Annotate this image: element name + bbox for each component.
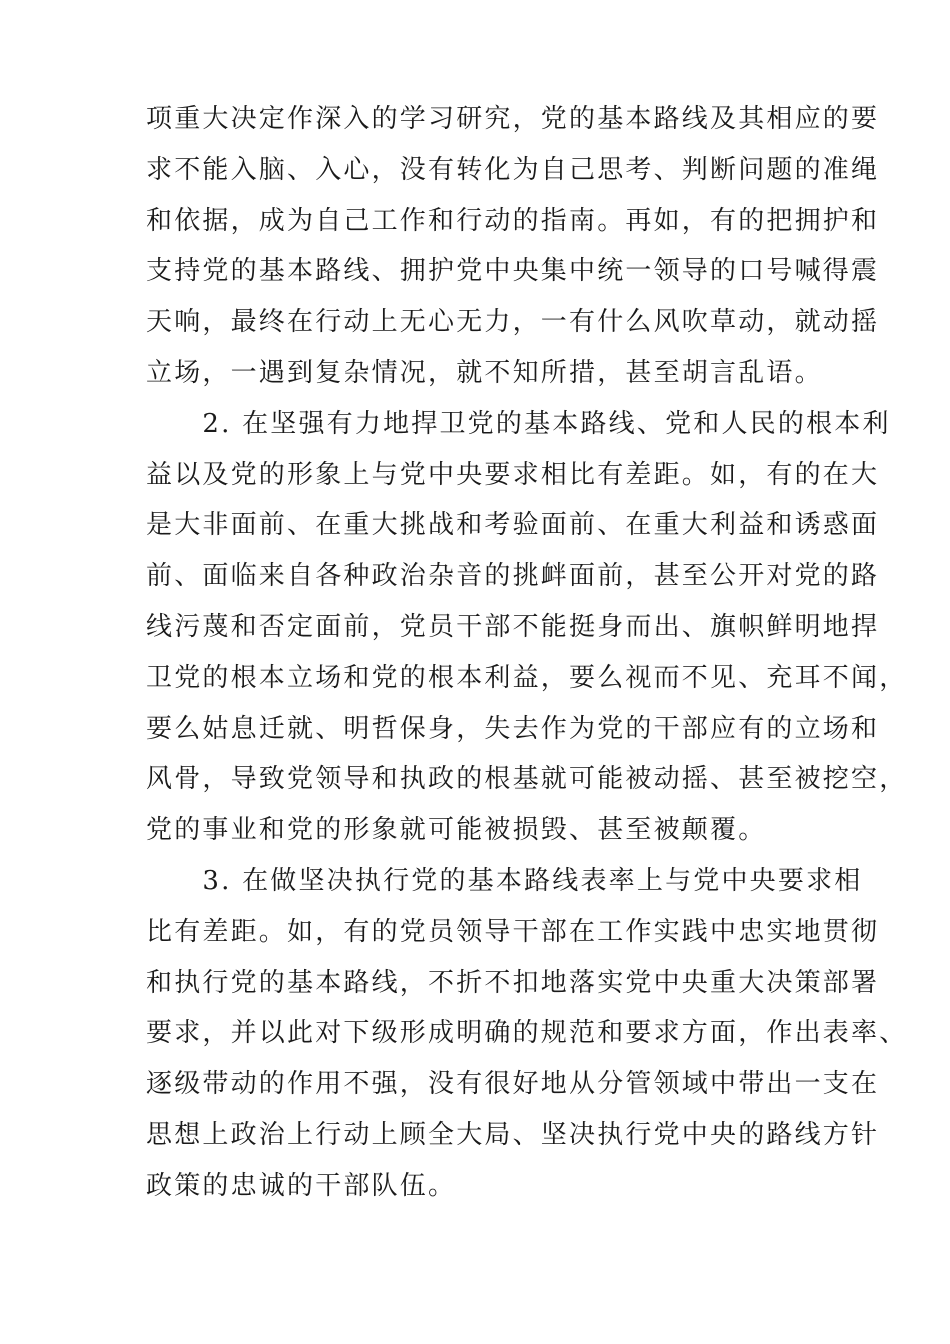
text-line: 和执行党的基本路线，不折不扣地落实党中央重大决策部署 [146,967,880,998]
text-line: 支持党的基本路线、拥护党中央集中统一领导的口号喊得震 [146,256,880,287]
document-body [146,94,908,1212]
text-line: 风骨，导致党领导和执政的根基就可能被动摇、甚至被挖空， [146,764,908,795]
text-line: 卫党的根本立场和党的根本利益，要么视而不见、充耳不闻， [146,662,908,693]
text-line: 天响，最终在行动上无心无力，一有什么风吹草动，就动摇 [146,307,880,338]
text-line: 3. 在做坚决执行党的基本路线表率上与党中央要求相 [146,865,863,896]
text-line: 和依据，成为自己工作和行动的指南。再如，有的把拥护和 [146,205,880,236]
text-line: 政策的忠诚的干部队伍。 [146,1170,457,1201]
text-line: 2. 在坚强有力地捍卫党的基本路线、党和人民的根本利 [146,408,891,439]
text-line: 立场，一遇到复杂情况，就不知所措，甚至胡言乱语。 [146,357,823,388]
text-line: 前、面临来自各种政治杂音的挑衅面前，甚至公开对党的路 [146,561,880,592]
text-line: 项重大决定作深入的学习研究，党的基本路线及其相应的要 [146,104,880,134]
text-line: 要求，并以此对下级形成明确的规范和要求方面，作出表率、 [146,1018,908,1049]
text-line: 益以及党的形象上与党中央要求相比有差距。如，有的在大 [146,459,880,490]
text-line: 逐级带动的作用不强，没有很好地从分管领域中带出一支在 [146,1069,880,1100]
text-line: 比有差距。如，有的党员领导干部在工作实践中忠实地贯彻 [146,916,880,947]
text-line: 党的事业和党的形象就可能被损毁、甚至被颠覆。 [146,815,767,846]
text-line: 求不能入脑、入心，没有转化为自己思考、判断问题的准绳 [146,154,880,185]
text-line: 思想上政治上行动上顾全大局、坚决执行党中央的路线方针 [146,1119,880,1150]
text-line: 要么姑息迁就、明哲保身，失去作为党的干部应有的立场和 [146,713,880,744]
text-line: 是大非面前、在重大挑战和考验面前、在重大利益和诱惑面 [146,510,880,541]
text-line: 线污蔑和否定面前，党员干部不能挺身而出、旗帜鲜明地捍 [146,611,880,642]
